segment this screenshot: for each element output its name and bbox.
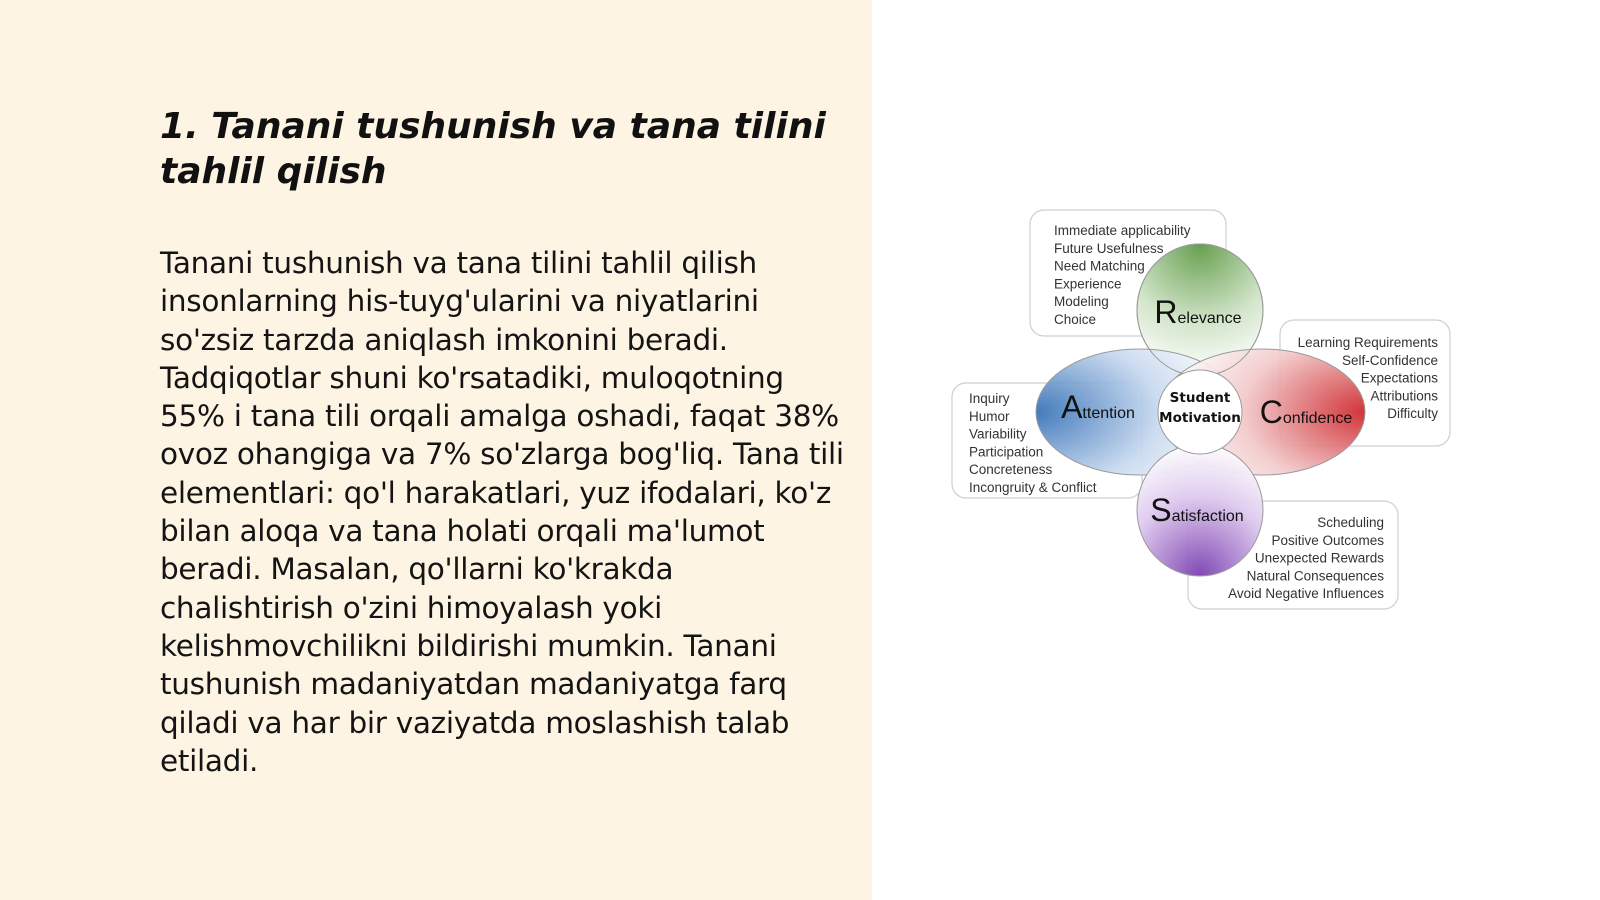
- relevance-list-item: Future Usefulness: [1054, 240, 1164, 256]
- satisfaction-initial: S: [1150, 492, 1172, 528]
- relevance-list-item: Immediate applicability: [1054, 223, 1191, 238]
- satisfaction-list-item: Natural Consequences: [1246, 568, 1384, 584]
- attention-initial: A: [1061, 389, 1083, 425]
- confidence-list-item: Learning Requirements: [1297, 335, 1438, 350]
- satisfaction-list-item: Avoid Negative Influences: [1228, 586, 1384, 602]
- attention-list-item: Concreteness: [969, 462, 1053, 478]
- satisfaction-list-item: Positive Outcomes: [1271, 532, 1384, 548]
- slide-body-text: Tanani tushunish va tana tilini tahlil qilish insonlarning his-tuyg'ularini va niyatlarini so'zsiz tarzda aniqlash imkonini beradi. Tadqiqotlar shuni ko'rsatadiki, muloqotning 55% i tana tili orqali amalga oshadi, faqat 38% ovoz ohangiga va 7% so'zlarga bog'liq. Tana tili elementlari: qo'l harakatlari, yuz ifodalari, ko'z bilan aloqa va tana holati orqali ma'lumot beradi. Masalan, qo'llarni ko'krakda chalishtirish o'zini himoyalash yoki kelishmovchilikni bildirishi mumkin. Tanani tushunish madaniyatdan madaniyatga farq qiladi va har bir vaziyatda moslashish talab etiladi.: [160, 246, 844, 778]
- relevance-list-item: Experience: [1054, 276, 1122, 292]
- attention-list-item: Incongruity & Conflict: [969, 480, 1097, 495]
- attention-list-item: Humor: [969, 408, 1010, 424]
- center-label-line2: Motivation: [1159, 410, 1241, 426]
- satisfaction-list-item: Scheduling: [1317, 515, 1384, 530]
- satisfaction-rest: atisfaction: [1171, 508, 1244, 525]
- center-label-line1: Student: [1169, 390, 1231, 406]
- confidence-initial: C: [1259, 394, 1283, 430]
- confidence-list-item: Attributions: [1370, 388, 1438, 404]
- confidence-rest: onfidence: [1282, 410, 1353, 427]
- relevance-list-item: Need Matching: [1054, 258, 1145, 274]
- attention-list-item: Participation: [969, 444, 1044, 460]
- attention-rest: ttention: [1082, 405, 1135, 422]
- confidence-list-item: Difficulty: [1387, 406, 1438, 422]
- confidence-list-item: Self-Confidence: [1341, 352, 1438, 368]
- confidence-list-item: Expectations: [1360, 370, 1438, 386]
- attention-list-item: Inquiry: [969, 391, 1010, 406]
- satisfaction-list-item: Unexpected Rewards: [1254, 550, 1384, 566]
- attention-list-item: Variability: [969, 426, 1027, 442]
- relevance-list-item: Choice: [1054, 312, 1097, 327]
- relevance-rest: elevance: [1177, 310, 1242, 327]
- relevance-initial: R: [1154, 294, 1178, 330]
- slide-title: 1. Tanani tushunish va tana tilini tahlil qilish: [160, 106, 826, 192]
- relevance-list-item: Modeling: [1054, 294, 1109, 310]
